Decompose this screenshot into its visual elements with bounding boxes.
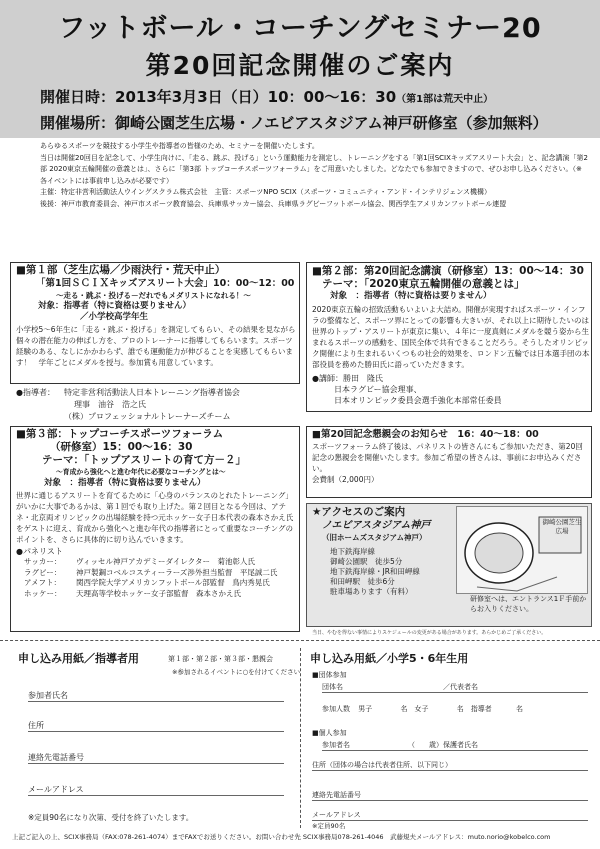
- panelist-sport: ラグビー：: [24, 567, 62, 577]
- access-line5: 駐車場あります（有料）: [330, 587, 413, 596]
- party-fee: 会費制（2,000円）: [312, 475, 379, 484]
- part3-theme: テーマ：「トップアスリートの育て方－２」: [42, 454, 247, 466]
- part2-theme: テーマ：「2020東京五輪開催の意義とは」: [322, 278, 525, 290]
- venue-note: （参加無料）: [457, 114, 548, 132]
- panelist-row: [16, 578, 298, 589]
- panelist-sport: サッカー：: [24, 557, 62, 566]
- access-line2: 御崎公園駅 徒歩5分: [330, 557, 403, 566]
- panelist-name: 神戸製鋼コベルコスティーラーズ渉外担当監督 平尾誠二氏: [76, 567, 278, 577]
- part3-content: [16, 428, 298, 599]
- venue-value: 御崎公園芝生広場・ノエビアスタジアム神戸研修室: [115, 114, 458, 132]
- leader-phone-field[interactable]: [28, 752, 284, 764]
- leader-name-label: 参加者氏名: [28, 691, 68, 700]
- part2-speaker1: 勝田 隆氏: [342, 374, 383, 383]
- part2-body: 2020東京五輪の招致活動もいよいよ大詰め。開催が実現すればスポーツ・インフラの整備など、スポーツ界にとっての影響も大きいが、それ以上に期待したいのは世界のトップ・アスリートが東京に集い、４年に一度真剣にメダルを競う姿から生まれるスポーツの感動を、国民全体で共有できることだろう。そうしたオリンピック開催により生まれるいくつもの社会的効果を、ロンドン五輪では日本選手団の本部役員を務めた勝田氏に語っていただきます。: [312, 305, 590, 369]
- part2-speaker3: 日本オリンピック委員会選手強化本部常任委員: [334, 396, 502, 405]
- access-line1: 地下鉄海岸線: [330, 547, 375, 556]
- group-count-row[interactable]: [322, 704, 588, 714]
- access-venue-note: （旧ホームズスタジアム神戸）: [322, 533, 427, 542]
- panelist-sport: ホッケー：: [24, 588, 62, 598]
- part1-event: 「第1回ＳＣＩＸキッズアスリート大会」10：00～12：00: [36, 278, 295, 289]
- part1-slogan: ～走る・跳ぶ・投げる－だれでもメダリストになれる！～: [56, 291, 251, 300]
- part2-heading: ■第２部：第20回記念講演（研修室）13：00～14：30: [312, 265, 584, 277]
- part3-heading: ■第３部：トップコーチスポーツフォーラム: [16, 428, 224, 440]
- access-line3: 地下鉄海岸線・JR和田岬線: [330, 567, 420, 576]
- intro-sponsor: 主催：特定非営利活動法人ウイングスクラム株式会社 主管：スポーツNPO SCIX（スポーツ・コミュニティ・アンド・インテリジェンス機構）: [40, 188, 492, 196]
- panelist-row: [16, 589, 298, 600]
- date-label: 開催日時：: [40, 88, 116, 106]
- group-section-label: ■団体参加: [312, 671, 347, 679]
- part1-content: [16, 264, 298, 368]
- venue-line: [40, 112, 548, 133]
- part1-body: 小学校5～6年生に「走る・跳ぶ・投げる」を測定してもらい、その結果を見ながら個々の潜在能力の伸ばし方を、プロのトレーナーに指導してもらいます。スポーツ経験のある、なしにかかわらず、誰でも運動能力が伸びることを実感してもらいます！ 学年ごとにメダルを授与。参加賞も用意しています。: [16, 325, 296, 367]
- part2-speaker-label: ●講師：: [312, 374, 343, 383]
- map-label: 御崎公園芝生広場: [542, 518, 582, 535]
- leader-capacity-note: ※定員90名になり次第、受付を終了いたします。: [28, 813, 194, 822]
- part3-body: 世界に通じるアスリートを育てるために「心身のバランスのとれたトレーニング」がいかに大事であるかは、第１回でも取り上げた。第２回目となる今回は、アテネ・北京両オリンピックの出場経験を持つ元ホッケー女子日本代表の森本さかえ氏をゲストに迎え、育成から強化へと進む年代の指導者にとって重要なコーチングのポイントを、さらに具体的に切り込んでいきます。: [16, 491, 294, 544]
- ind-email-field[interactable]: [312, 810, 588, 821]
- access-footnote: 当日、やむを得ない事情によりスケジュールの変更がある場合があります。あらかじめご了承ください。: [312, 630, 547, 636]
- part3-theme-sub: ～育成から強化へと進む年代に必要なコーチングとは～: [56, 468, 226, 476]
- part1-coach1: 特定非営利活動法人日本トレーニング指導者協会: [64, 388, 240, 397]
- footer-contact: 上記ご記入の上、SCIX事務局（FAX:078-261-4074）までFAXでお送りください。お問い合わせ先 SCIX事務局078-261-4046 武藤規夫メールアドレス：muto.norio@kobelco.com: [12, 833, 551, 841]
- panelist-name: 天理高等学校ホッケー女子部監督 森本さかえ氏: [76, 588, 241, 598]
- leader-email-label: メールアドレス: [28, 785, 84, 794]
- individual-section-label: ■個人参加: [312, 729, 347, 737]
- access-content: [312, 506, 462, 597]
- access-line4: 和田岬駅 徒歩6分: [330, 577, 395, 586]
- intro-p1: あらゆるスポーツを競技する小学生や指導者の皆様のため、セミナーを開催いたします。: [40, 142, 319, 150]
- group-name-label: 団体名: [322, 683, 343, 691]
- form-left-parts[interactable]: 第１部・第２部・第３部・懇親会: [168, 655, 273, 663]
- page-subtitle: 第20回記念開催のご案内: [145, 51, 455, 80]
- ind-address-label: 住所（団体の場合は代表者住所、以下同じ）: [312, 761, 452, 769]
- part3-time: （研修室）15：00～16：30: [50, 441, 193, 453]
- access-note: 研修室へは、エントランス1Ｆ手前からお入りください。: [470, 595, 587, 613]
- cut-line: [0, 640, 600, 641]
- ind-email-label: メールアドレス: [312, 811, 361, 819]
- part1-coach-label: ●指導者：: [16, 388, 55, 397]
- intro-p2: 当日は開催20回目を記念して、小学生向けに、「走る、跳ぶ、投げる」という運動能力を測定し、トレーニングをする「第1回SCIXキッズアスリート大会」と、記念講演「第2部 2020東京五輪開催の意義とは」、さらに「第3部 トップコーチスポーツフォーラム」をご用意いたしました。どなたでも参加できますので、ぜひお申し込みください。（※各イベントには事前申し込みが必要です）: [40, 153, 588, 185]
- venue-label: 開催場所：: [40, 114, 116, 132]
- part1-coach2: 理事 油谷 浩之氏: [74, 400, 146, 409]
- panelist-name: 関西学院大学アメリカンフットボール部監督 鳥内秀晃氏: [76, 578, 270, 587]
- group-rep-label: ／代表者名: [443, 683, 478, 691]
- leader-address-label: 住所: [28, 721, 44, 730]
- ind-capacity-note: ※定員90名: [312, 822, 346, 830]
- part3-panel-label: ●パネリスト: [16, 547, 63, 556]
- page-title: フットボール・コーチングセミナー20: [58, 13, 542, 44]
- access-venue: ノエビアスタジアム神戸: [322, 520, 431, 531]
- form-left-parts-note: ※参加されるイベントに○を付けてください: [172, 668, 301, 676]
- form-left-title: 申し込み用紙／指導者用: [18, 652, 139, 665]
- ind-name-label: 参加者名: [322, 741, 350, 749]
- panelist-sport: アメフト：: [24, 578, 62, 587]
- panelist-name: ヴィッセル神戸アカデミーダイレクター 菊池彰人氏: [76, 557, 256, 566]
- count-coach: 名 指導者: [456, 705, 492, 713]
- part3-target: 対象 ：指導者（特に資格は要りません）: [44, 478, 206, 488]
- part1-coach3: （株）プロフェッショナルトレーナーズチーム: [64, 412, 231, 421]
- date-value: 2013年3月3日（日）10：00～16：30: [115, 88, 397, 106]
- party-body: スポーツフォーラム終了後は、パネリストの皆さんにもご参加いただき、第20回記念の懇親会を開催いたします。参加ご希望の皆さんは、事前にお申込みください。: [312, 442, 583, 473]
- count-female: 名 女子: [400, 705, 429, 713]
- leader-email-field[interactable]: [28, 784, 284, 796]
- group-name-field[interactable]: [322, 682, 588, 693]
- part2-speaker2: 日本ラグビー協会理事、: [334, 385, 422, 394]
- ind-phone-field[interactable]: [312, 790, 588, 801]
- form-right-title: 申し込み用紙／小学5・6年生用: [310, 652, 469, 665]
- panel-list: [16, 557, 298, 599]
- intro-support: 後援：神戸市教育委員会、神戸市スポーツ教育協会、兵庫県サッカー協会、兵庫県ラグビーフットボール協会、関西学生アメリカンフットボール連盟: [40, 199, 507, 208]
- part1-target2: ／小学校高学年生: [80, 312, 149, 322]
- leader-address-field[interactable]: [28, 720, 284, 732]
- count-male: 男子: [358, 705, 373, 713]
- form-divider: [300, 648, 301, 828]
- panelist-row: [16, 557, 298, 568]
- part1-target: 対象：指導者（特に資格は要りません）: [38, 301, 192, 311]
- intro-text: [40, 141, 588, 210]
- ind-phone-label: 連絡先電話番号: [312, 791, 361, 799]
- access-title: ★アクセスのご案内: [312, 506, 406, 518]
- individual-name-field[interactable]: [322, 740, 588, 751]
- part2-content: [312, 265, 590, 406]
- count-unit: 名: [515, 705, 523, 713]
- ind-address-field[interactable]: [312, 760, 588, 771]
- part1-heading: ■第１部（芝生広場／少雨決行・荒天中止）: [16, 264, 226, 276]
- date-line: [40, 86, 493, 107]
- panelist-row: [16, 568, 298, 579]
- ind-age-label: （ 歳）保護者氏名: [408, 741, 478, 749]
- date-note: （第1部は荒天中止）: [396, 94, 494, 105]
- part2-target: 対象 ：指導者（特に資格は要りません）: [330, 291, 492, 301]
- leader-name-field[interactable]: [28, 690, 284, 702]
- count-label: 参加人数: [322, 705, 350, 713]
- party-content: [312, 428, 588, 485]
- party-heading: ■第20回記念懇親会のお知らせ 16：40～18：00: [312, 429, 539, 440]
- leader-phone-label: 連絡先電話番号: [28, 753, 84, 762]
